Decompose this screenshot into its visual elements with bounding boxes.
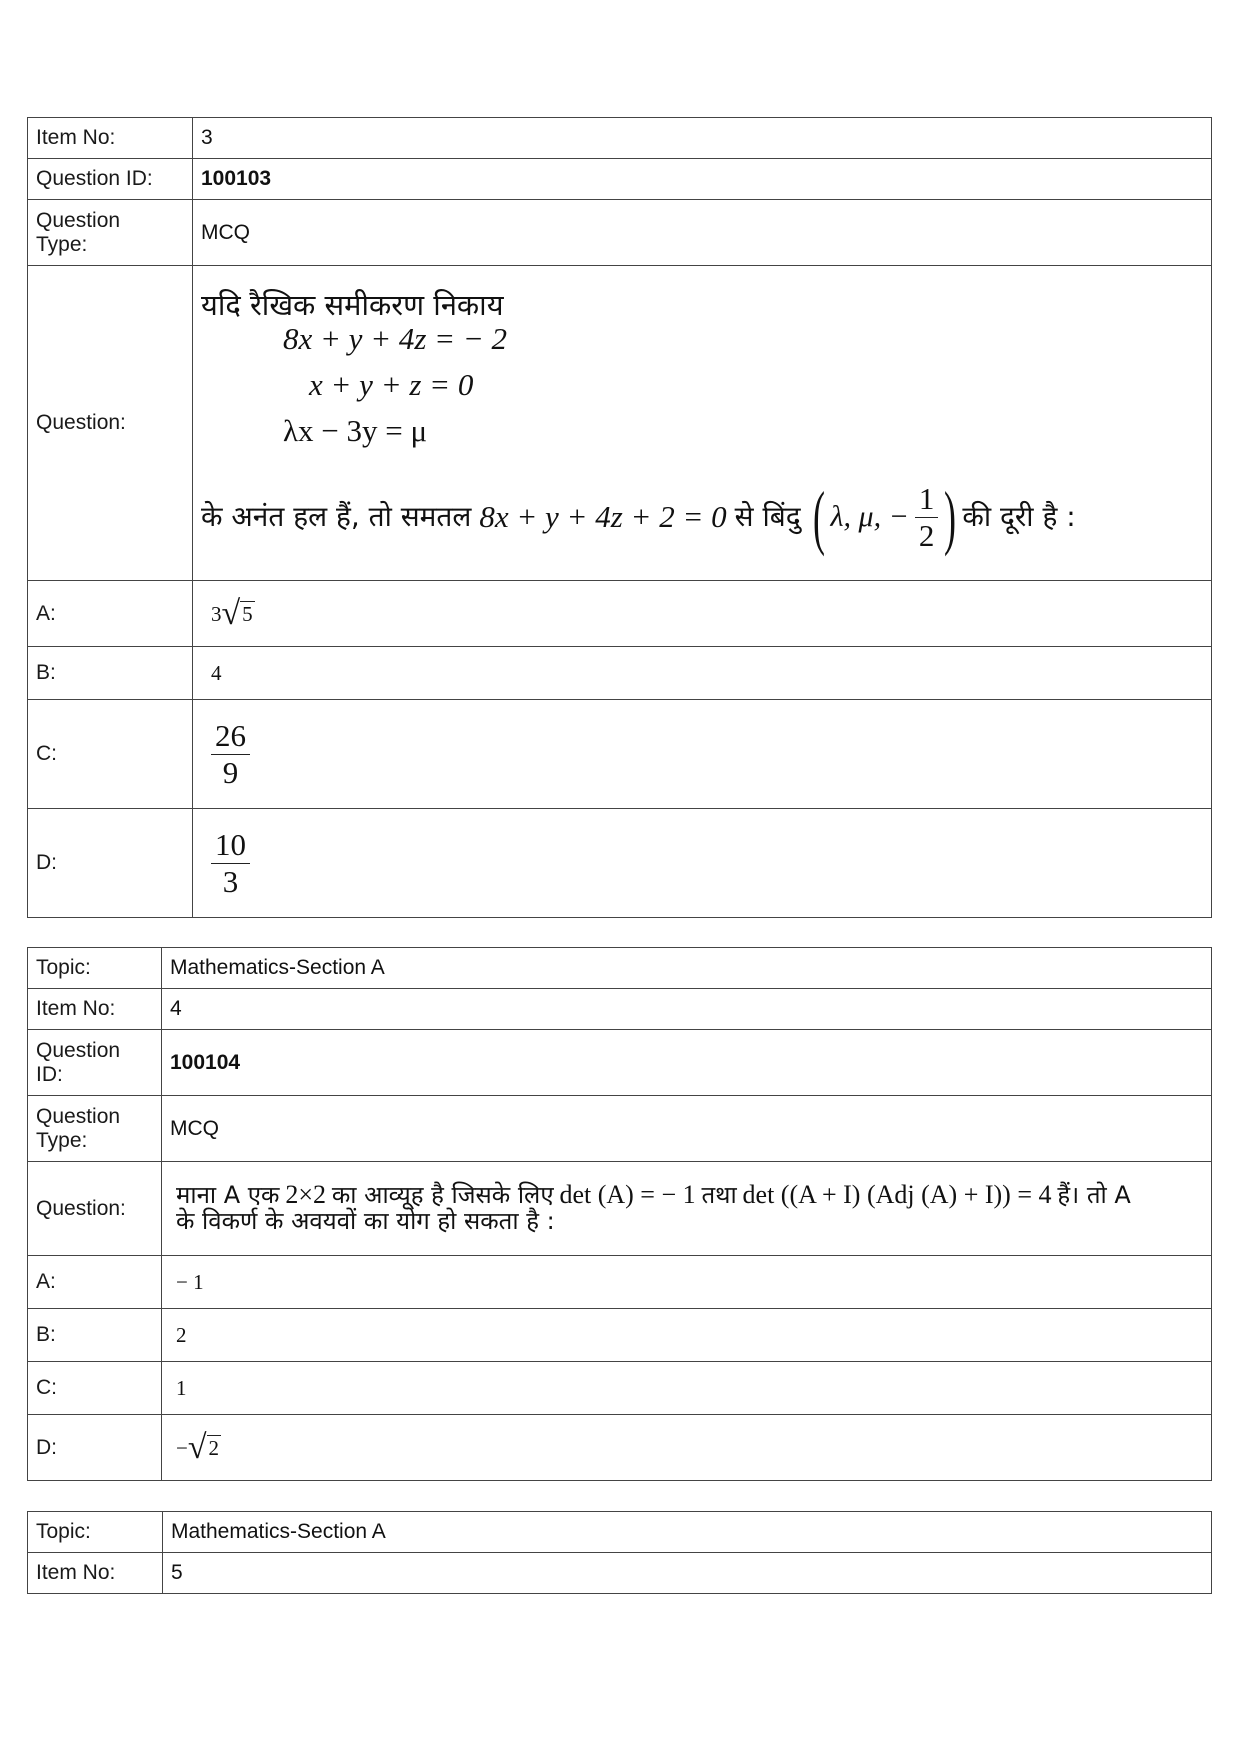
question-type-value: MCQ <box>193 200 1212 266</box>
option-c-label: C: <box>28 700 193 809</box>
option-c-numerator: 26 <box>211 718 250 755</box>
point-coordinates: λ, μ, − <box>830 500 909 533</box>
point-fraction-numerator: 1 <box>915 481 939 518</box>
option-d-value <box>162 1415 1212 1481</box>
question-5-table <box>27 1511 1212 1594</box>
topic-row <box>28 948 1212 989</box>
question-final-line <box>201 477 1203 557</box>
question-3-table <box>27 117 1212 918</box>
question-row <box>28 266 1212 581</box>
option-d-denominator: 3 <box>222 863 239 899</box>
question-id-value: 100103 <box>193 159 1212 200</box>
option-a-row <box>28 581 1212 647</box>
question-id-label: Question ID: <box>28 159 193 200</box>
question-type-label: Question Type: <box>28 1096 162 1162</box>
option-a-value: − 1 <box>162 1256 1212 1309</box>
option-a-value <box>193 581 1212 647</box>
option-c-denominator: 9 <box>222 754 239 790</box>
item-no-value: 4 <box>162 989 1212 1030</box>
question-intro: यदि रैखिक समीकरण निकाय <box>201 287 504 322</box>
question-text: माना A एक 2×2 का आव्यूह है जिसके लिए det (A) = − 1 तथा det ((A + I) (Adj (A) + I)) = 4 हैं। तो A के विकर्ण के अवयवों का योग हो सकता है : <box>162 1162 1212 1256</box>
question-4-table <box>27 947 1212 1481</box>
option-d-value <box>193 809 1212 918</box>
topic-label: Topic: <box>28 1512 163 1553</box>
topic-value: Mathematics-Section A <box>163 1512 1212 1553</box>
topic-value: Mathematics-Section A <box>162 948 1212 989</box>
option-a-label: A: <box>28 581 193 647</box>
option-d-row <box>28 809 1212 918</box>
question-type-label: Question Type: <box>28 200 193 266</box>
option-a-radicand: 5 <box>242 602 253 626</box>
question-text <box>193 266 1212 581</box>
option-a-coefficient: 3 <box>211 602 222 626</box>
option-d-label: D: <box>28 1415 162 1481</box>
equation-1: 8x + y + 4z = − 2 <box>283 320 508 356</box>
left-paren: ( <box>812 477 825 557</box>
option-c-value: 1 <box>162 1362 1212 1415</box>
item-no-value: 5 <box>163 1553 1212 1594</box>
option-d-numerator: 10 <box>211 827 250 864</box>
option-b-value: 2 <box>162 1309 1212 1362</box>
option-d-sign: − <box>176 1436 188 1460</box>
equation-2: x + y + z = 0 <box>309 366 474 402</box>
option-b-row <box>28 1309 1212 1362</box>
final-line-suffix: की दूरी है : <box>962 500 1076 533</box>
question-id-value: 100104 <box>162 1030 1212 1096</box>
question-type-value: MCQ <box>162 1096 1212 1162</box>
right-paren: ) <box>944 477 957 557</box>
point-fraction <box>915 481 939 554</box>
option-d-label: D: <box>28 809 193 918</box>
item-no-row <box>28 1553 1212 1594</box>
option-b-row <box>28 647 1212 700</box>
plane-equation: 8x + y + 4z + 2 = 0 <box>479 499 727 534</box>
option-c-row <box>28 700 1212 809</box>
option-b-label: B: <box>28 647 193 700</box>
question-label: Question: <box>28 1162 162 1256</box>
question-id-label: Question ID: <box>28 1030 162 1096</box>
question-id-row <box>28 159 1212 200</box>
question-type-row <box>28 200 1212 266</box>
option-b-label: B: <box>28 1309 162 1362</box>
option-c-label: C: <box>28 1362 162 1415</box>
item-no-label: Item No: <box>28 989 162 1030</box>
equation-3: λx − 3y = μ <box>283 412 428 448</box>
final-line-prefix: के अनंत हल हैं, तो समतल <box>201 500 472 533</box>
question-type-row <box>28 1096 1212 1162</box>
item-no-label: Item No: <box>28 1553 163 1594</box>
item-no-row <box>28 118 1212 159</box>
option-d-row <box>28 1415 1212 1481</box>
item-no-label: Item No: <box>28 118 193 159</box>
option-a-row <box>28 1256 1212 1309</box>
radical-sign: √ <box>221 595 241 632</box>
question-row <box>28 1162 1212 1256</box>
option-d-radicand: 2 <box>208 1436 220 1460</box>
point-fraction-denominator: 2 <box>918 517 935 553</box>
option-a-label: A: <box>28 1256 162 1309</box>
topic-label: Topic: <box>28 948 162 989</box>
item-no-value: 3 <box>193 118 1212 159</box>
question-label: Question: <box>28 266 193 581</box>
option-c-row <box>28 1362 1212 1415</box>
option-b-value: 4 <box>193 647 1212 700</box>
topic-row <box>28 1512 1212 1553</box>
item-no-row <box>28 989 1212 1030</box>
final-line-mid: से बिंदु <box>734 500 801 533</box>
question-id-row <box>28 1030 1212 1096</box>
option-c-value <box>193 700 1212 809</box>
radical-sign: √ <box>187 1429 207 1466</box>
question-line-2: के विकर्ण के अवयवों का योग हो सकता है : <box>176 1206 555 1235</box>
